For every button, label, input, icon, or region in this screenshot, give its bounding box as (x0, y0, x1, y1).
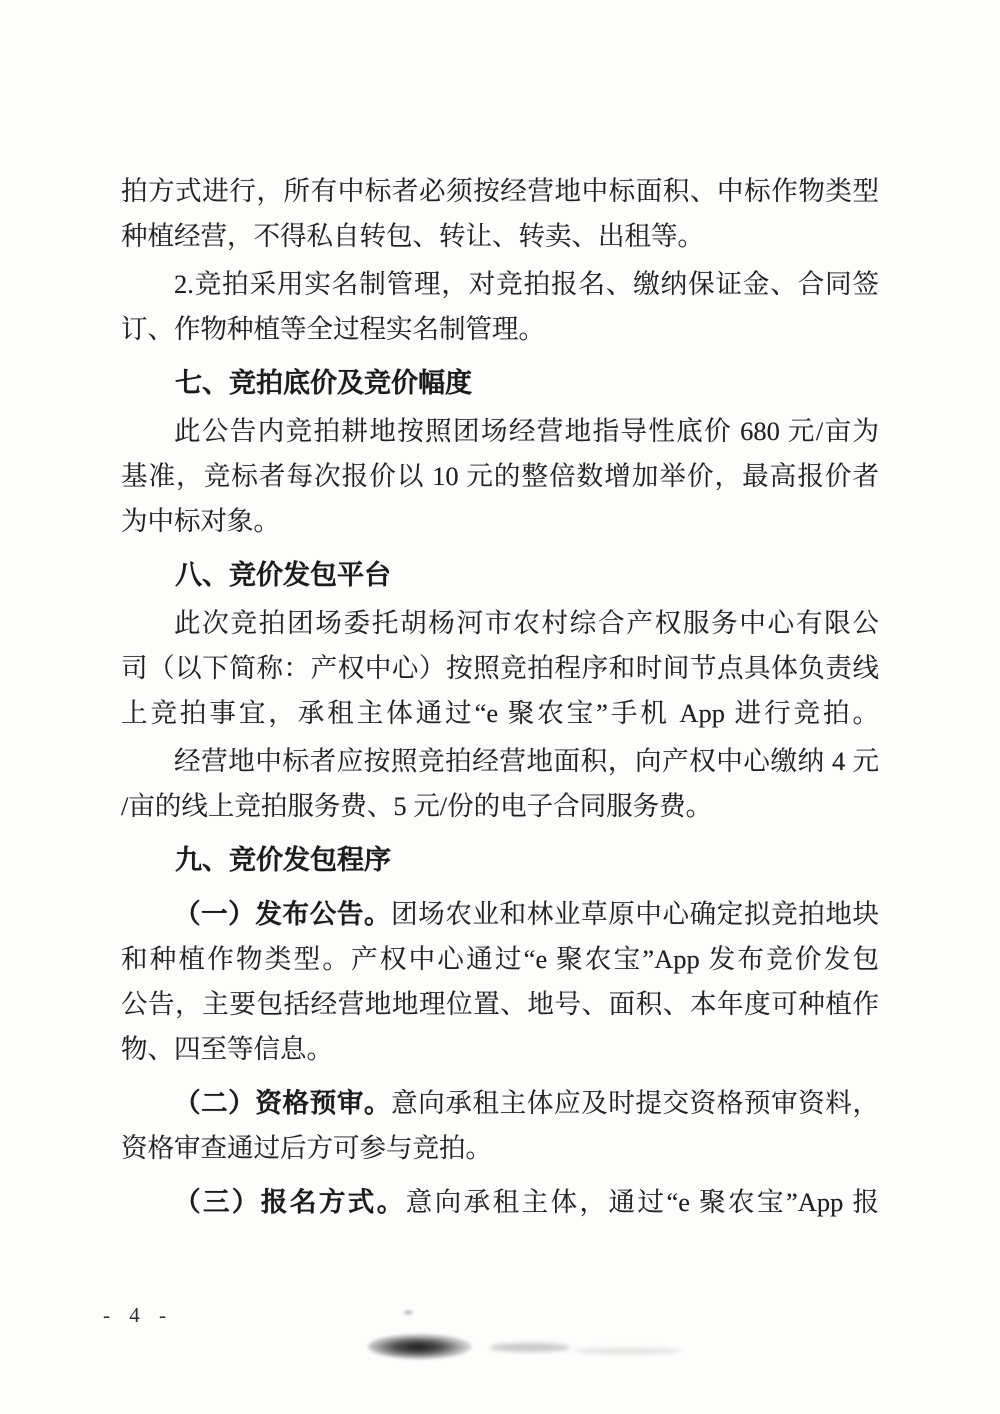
bold-lead-text: （三）报名方式。 (174, 1187, 406, 1217)
paragraph (121, 409, 879, 544)
body-text: 和种植作物类型。产权中心通过“e 聚农宝”App 发布竞价发包 (121, 944, 879, 974)
body-text: 2.竞拍采用实名制管理，对竞拍报名、缴纳保证金、合同签 (174, 269, 879, 299)
text-line (121, 409, 879, 454)
paragraph (121, 1081, 879, 1171)
bold-lead-text: 八、竞价发包平台 (175, 560, 391, 590)
text-line (121, 1126, 879, 1171)
section-heading (121, 838, 879, 883)
bold-lead-text: （一）发布公告。 (174, 899, 392, 929)
body-text: 基准，竞标者每次报价以 10 元的整倍数增加举价，最高报价者 (121, 461, 879, 491)
body-text: 资格审查通过后方可参与竞拍。 (121, 1133, 492, 1163)
text-line (121, 982, 879, 1027)
body-text: 意向承租主体，通过“e 聚农宝”App 报 (405, 1187, 879, 1217)
scan-streak-faint (574, 1348, 682, 1354)
paragraph (121, 739, 879, 829)
scan-ink-smudge (368, 1334, 472, 1359)
body-text: 团场农业和林业草原中心确定拟竞拍地块 (391, 899, 879, 929)
document-content (121, 169, 879, 1225)
body-text: 此公告内竞拍耕地按照团场经营地指导性底价 680 元/亩为 (174, 416, 879, 446)
body-text: 意向承租主体应及时提交资格预审资料， (391, 1088, 879, 1118)
text-line (121, 1081, 879, 1126)
body-text: 上竞拍事宜，承租主体通过“e 聚农宝”手机 App 进行竞拍。 (121, 698, 879, 728)
body-text: 为中标对象。 (121, 506, 280, 536)
paragraph (121, 601, 879, 736)
text-line (121, 214, 879, 259)
section-heading (121, 553, 879, 598)
body-text: 公告，主要包括经营地地理位置、地号、面积、本年度可种植作 (121, 989, 879, 1019)
bold-lead-text: （二）资格预审。 (174, 1088, 392, 1118)
text-line (121, 784, 879, 829)
scan-streak (490, 1343, 570, 1352)
page-number: - 4 - (103, 1303, 173, 1327)
body-text: 种植经营，不得私自转包、转让、转卖、出租等。 (121, 221, 704, 251)
text-line (121, 361, 879, 406)
text-line (121, 262, 879, 307)
text-line (121, 454, 879, 499)
paragraph (121, 892, 879, 1072)
paragraph (121, 1180, 879, 1225)
body-text: 此次竞拍团场委托胡杨河市农村综合产权服务中心有限公 (174, 608, 879, 638)
text-line (121, 1180, 879, 1225)
text-line (121, 307, 879, 352)
text-line (121, 691, 879, 736)
text-line (121, 601, 879, 646)
body-text: 司（以下简称：产权中心）按照竞拍程序和时间节点具体负责线 (121, 653, 879, 683)
paragraph (121, 169, 879, 259)
body-text: 订、作物种植等全过程实名制管理。 (121, 314, 545, 344)
text-line (121, 169, 879, 214)
text-line (121, 937, 879, 982)
body-text: 物、四至等信息。 (121, 1034, 333, 1064)
text-line (121, 499, 879, 544)
paragraph (121, 262, 879, 352)
text-line (121, 838, 879, 883)
body-text: /亩的线上竞拍服务费、5 元/份的电子合同服务费。 (121, 791, 713, 821)
bold-lead-text: 七、竞拍底价及竞价幅度 (175, 368, 472, 398)
text-line (121, 739, 879, 784)
text-line (121, 553, 879, 598)
body-text: 拍方式进行，所有中标者必须按经营地中标面积、中标作物类型 (121, 176, 879, 206)
scan-speck (404, 1310, 413, 1315)
section-heading (121, 361, 879, 406)
text-line (121, 646, 879, 691)
bold-lead-text: 九、竞价发包程序 (175, 845, 391, 875)
body-text: 经营地中标者应按照竞拍经营地面积，向产权中心缴纳 4 元 (174, 746, 879, 776)
text-line (121, 892, 879, 937)
text-line (121, 1027, 879, 1072)
